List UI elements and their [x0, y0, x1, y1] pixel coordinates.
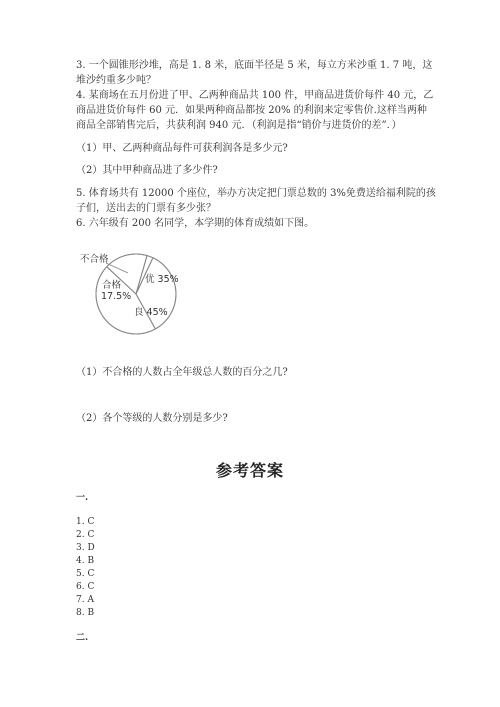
- answers-title: 参考答案: [215, 461, 284, 480]
- q5-line-2: 子们，送出去的门票有多少张？: [76, 203, 216, 214]
- answers-section-1: 一.: [76, 493, 89, 503]
- label-fail: 不合格: [80, 254, 109, 265]
- q4-line-2: 商品进货价每件 60 元．如果两种商品都按 20% 的利润来定零售价.这样当两种: [76, 105, 427, 116]
- answer-item: 6. C: [76, 582, 95, 592]
- q3-line-2: 堆沙约重多少吨？: [76, 75, 156, 86]
- label-good: 良 45%: [134, 307, 168, 318]
- q4-subquestion-2: （2）其中甲种商品进了多少件?: [76, 165, 218, 176]
- q4-line-1: 4. 某商场在五月份进了甲、乙两种商品共 100 件，甲商品进货价每件 40 元，乙: [76, 90, 434, 101]
- answer-item: 8. B: [76, 608, 95, 618]
- answer-item: 1. C: [76, 517, 95, 527]
- answers-section-2: 二.: [76, 633, 89, 643]
- q6-subquestion-2: （2）各个等级的人数分别是多少?: [76, 413, 228, 424]
- answer-item: 4. B: [76, 556, 95, 566]
- q6-line-1: 6. 六年级有 200 名同学，本学期的体育成绩如下图。: [76, 218, 315, 229]
- answer-item: 3. D: [76, 543, 95, 553]
- answer-item: 7. A: [76, 595, 94, 605]
- label-pass-name: 合格: [102, 280, 122, 291]
- q4-line-3: 商品全部销售完后，共获利润 940 元．（利润是指“销价与进货价的差”．）: [76, 120, 402, 131]
- q4-subquestion-1: （1）甲、乙两种商品每件可获利润各是多少元?: [76, 143, 288, 154]
- label-excellent: 优 35%: [145, 274, 179, 285]
- pie-chart: [76, 246, 186, 346]
- label-pass-pct: 17.5%: [101, 291, 132, 302]
- q5-line-1: 5. 体育场共有 12000 个座位，举办方决定把门票总数的 3%免费送给福利院的孩: [76, 188, 436, 199]
- answer-item: 2. C: [76, 530, 95, 540]
- q3-line-1: 3. 一个圆锥形沙堆，高是 1. 8 米，底面半径是 5 米，每立方米沙重 1. 7 吨，这: [76, 60, 433, 71]
- answer-item: 5. C: [76, 569, 95, 579]
- q6-subquestion-1: （1）不合格的人数占全年级总人数的百分之几?: [76, 367, 288, 378]
